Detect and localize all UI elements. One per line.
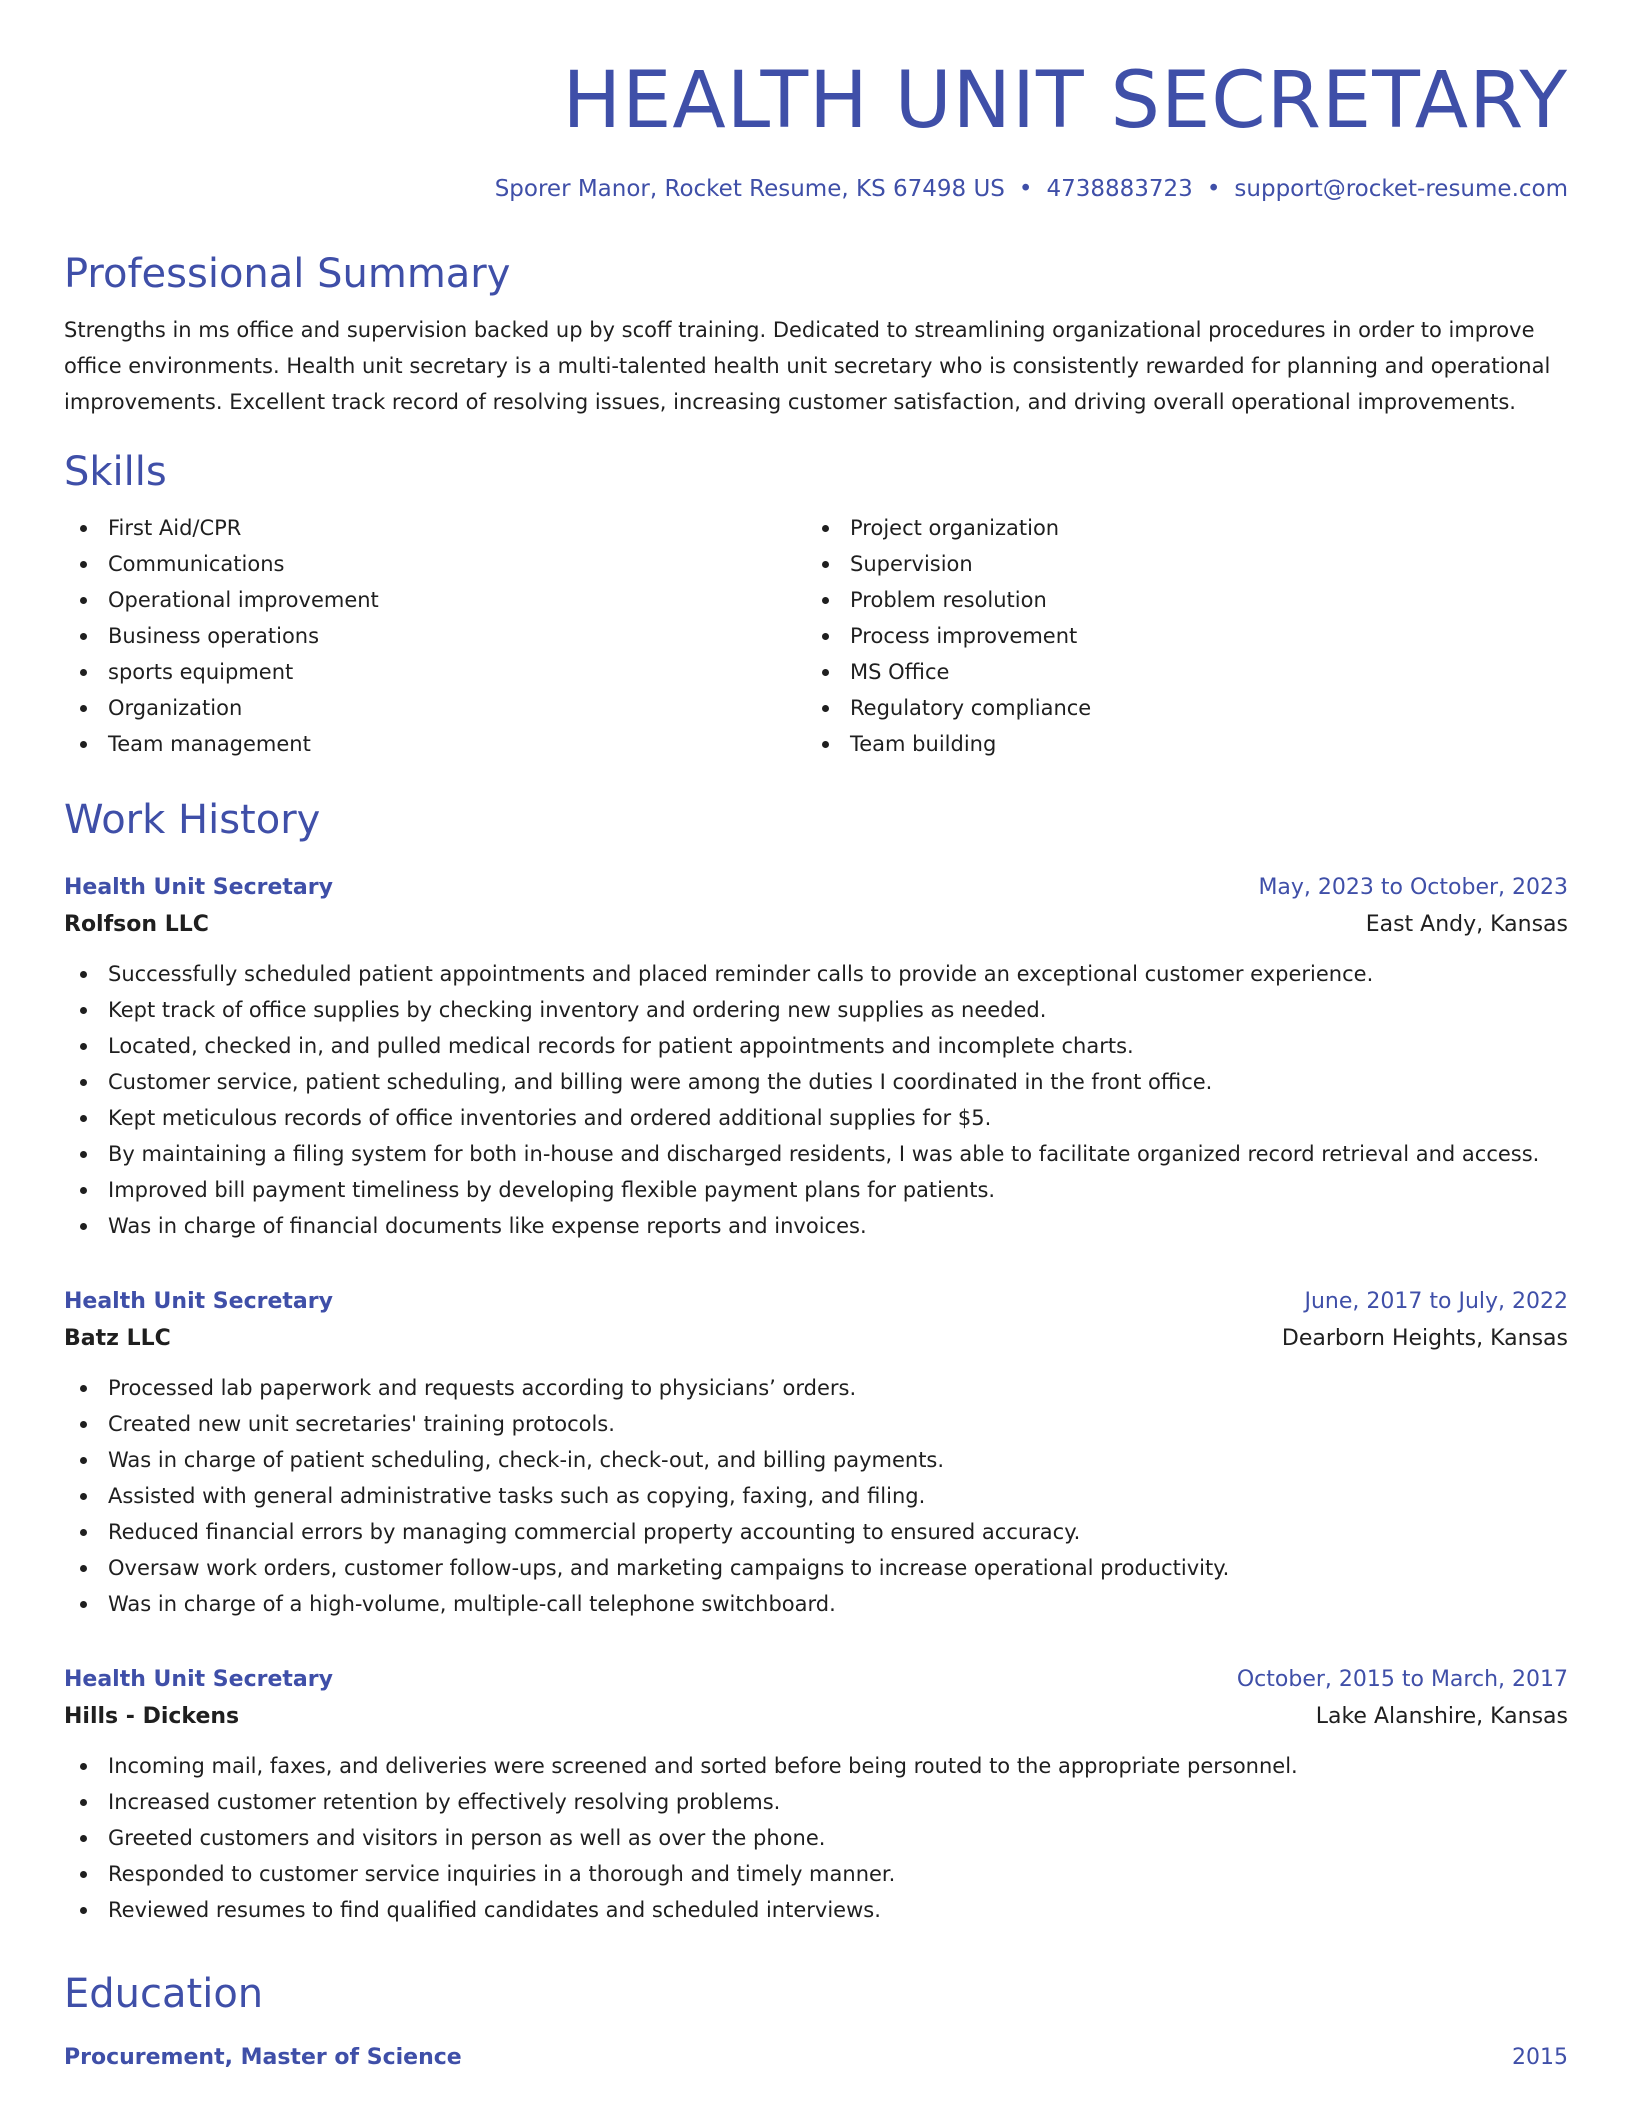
section-title-skills: Skills — [64, 449, 167, 495]
job-bullet: Greeted customers and visitors in person as well as over the phone. — [64, 1820, 1568, 1856]
skill-item: Business operations — [64, 618, 806, 654]
section-title-education: Education — [64, 1971, 264, 2017]
job-bullet: Kept track of office supplies by checking inventory and ordering new supplies as needed. — [64, 992, 1568, 1028]
job-bullet: Assisted with general administrative tasks such as copying, faxing, and filing. — [64, 1478, 1568, 1514]
education-degree: Procurement, Master of Science — [64, 2045, 462, 2070]
job-bullet: Reviewed resumes to find qualified candidates and scheduled interviews. — [64, 1892, 1568, 1928]
job-bullet: Was in charge of financial documents like expense reports and invoices. — [64, 1208, 1568, 1244]
job-company: Rolfson LLC — [64, 912, 209, 937]
job-bullet: Customer service, patient scheduling, and billing were among the duties I coordinated in the front office. — [64, 1064, 1568, 1100]
job-entry — [64, 870, 1568, 1244]
contact-phone: 4738883723 — [1046, 176, 1193, 202]
skill-item: Organization — [64, 690, 806, 726]
job-bullet: Located, checked in, and pulled medical records for patient appointments and incomplete charts. — [64, 1028, 1568, 1064]
job-bullet: By maintaining a filing system for both in-house and discharged residents, I was able to facilitate organized record retrieval and access. — [64, 1136, 1568, 1172]
job-dates: June, 2017 to July, 2022 — [1304, 1289, 1568, 1314]
job-bullet: Processed lab paperwork and requests according to physicians’ orders. — [64, 1370, 1568, 1406]
contact-line — [64, 174, 1568, 204]
job-bullet: Was in charge of patient scheduling, check-in, check-out, and billing payments. — [64, 1442, 1568, 1478]
contact-separator: • — [1018, 176, 1033, 202]
contact-separator: • — [1206, 176, 1221, 202]
skill-item: MS Office — [806, 654, 1548, 690]
skill-item: Communications — [64, 546, 806, 582]
skill-item: Supervision — [806, 546, 1548, 582]
section-title-work-history: Work History — [64, 797, 321, 843]
education-year: 2015 — [1512, 2045, 1568, 2070]
job-bullet: Was in charge of a high-volume, multiple-call telephone switchboard. — [64, 1586, 1568, 1622]
skill-item: Problem resolution — [806, 582, 1548, 618]
contact-email: support@rocket-resume.com — [1234, 176, 1568, 202]
job-title: Health Unit Secretary — [64, 875, 333, 900]
job-dates: May, 2023 to October, 2023 — [1258, 875, 1568, 900]
job-bullet: Increased customer retention by effectively resolving problems. — [64, 1784, 1568, 1820]
skills-list — [64, 510, 1568, 762]
job-bullets — [64, 1748, 1568, 1928]
summary-text: Strengths in ms office and supervision backed up by scoff training. Dedicated to streamlining organizational procedures in order to improve office environments. Health unit secretary is a multi-talented health unit secretary who is consistently rewarded for planning and operational improvements. Excellent track record of resolving issues, increasing customer satisfaction, and driving overall operational improvements. — [64, 318, 1551, 414]
job-bullet: Incoming mail, faxes, and deliveries were screened and sorted before being routed to the appropriate personnel. — [64, 1748, 1568, 1784]
job-location: Lake Alanshire, Kansas — [1315, 1704, 1568, 1729]
skills-column-right — [806, 510, 1548, 762]
job-company: Hills - Dickens — [64, 1704, 240, 1729]
job-bullet: Improved bill payment timeliness by developing flexible payment plans for patients. — [64, 1172, 1568, 1208]
job-bullet: Kept meticulous records of office inventories and ordered additional supplies for $5. — [64, 1100, 1568, 1136]
section-title-summary: Professional Summary — [64, 251, 511, 297]
skill-item: Regulatory compliance — [806, 690, 1548, 726]
job-location: Dearborn Heights, Kansas — [1281, 1326, 1568, 1351]
job-bullets — [64, 1370, 1568, 1622]
skill-item: Operational improvement — [64, 582, 806, 618]
job-bullets — [64, 956, 1568, 1244]
job-title: Health Unit Secretary — [64, 1667, 333, 1692]
job-company: Batz LLC — [64, 1326, 171, 1351]
job-bullet: Created new unit secretaries' training protocols. — [64, 1406, 1568, 1442]
job-entry — [64, 1662, 1568, 1928]
contact-address: Sporer Manor, Rocket Resume, KS 67498 US — [494, 176, 1005, 202]
skill-item: Team building — [806, 726, 1548, 762]
education-entry — [64, 2040, 1568, 2076]
job-dates: October, 2015 to March, 2017 — [1236, 1667, 1568, 1692]
skills-column-left — [64, 510, 806, 762]
job-bullet: Reduced financial errors by managing commercial property accounting to ensured accuracy. — [64, 1514, 1568, 1550]
job-bullet: Successfully scheduled patient appointments and placed reminder calls to provide an exceptional customer experience. — [64, 956, 1568, 992]
skill-item: Team management — [64, 726, 806, 762]
candidate-name: HEALTH UNIT SECRETARY — [562, 56, 1568, 146]
job-bullet: Oversaw work orders, customer follow-ups, and marketing campaigns to increase operational productivity. — [64, 1550, 1568, 1586]
skill-item: Process improvement — [806, 618, 1548, 654]
skill-item: sports equipment — [64, 654, 806, 690]
job-location: East Andy, Kansas — [1365, 912, 1568, 937]
skill-item: First Aid/CPR — [64, 510, 806, 546]
job-title: Health Unit Secretary — [64, 1289, 333, 1314]
skill-item: Project organization — [806, 510, 1548, 546]
job-bullet: Responded to customer service inquiries in a thorough and timely manner. — [64, 1856, 1568, 1892]
resume-page — [64, 56, 1568, 2076]
job-entry — [64, 1284, 1568, 1622]
